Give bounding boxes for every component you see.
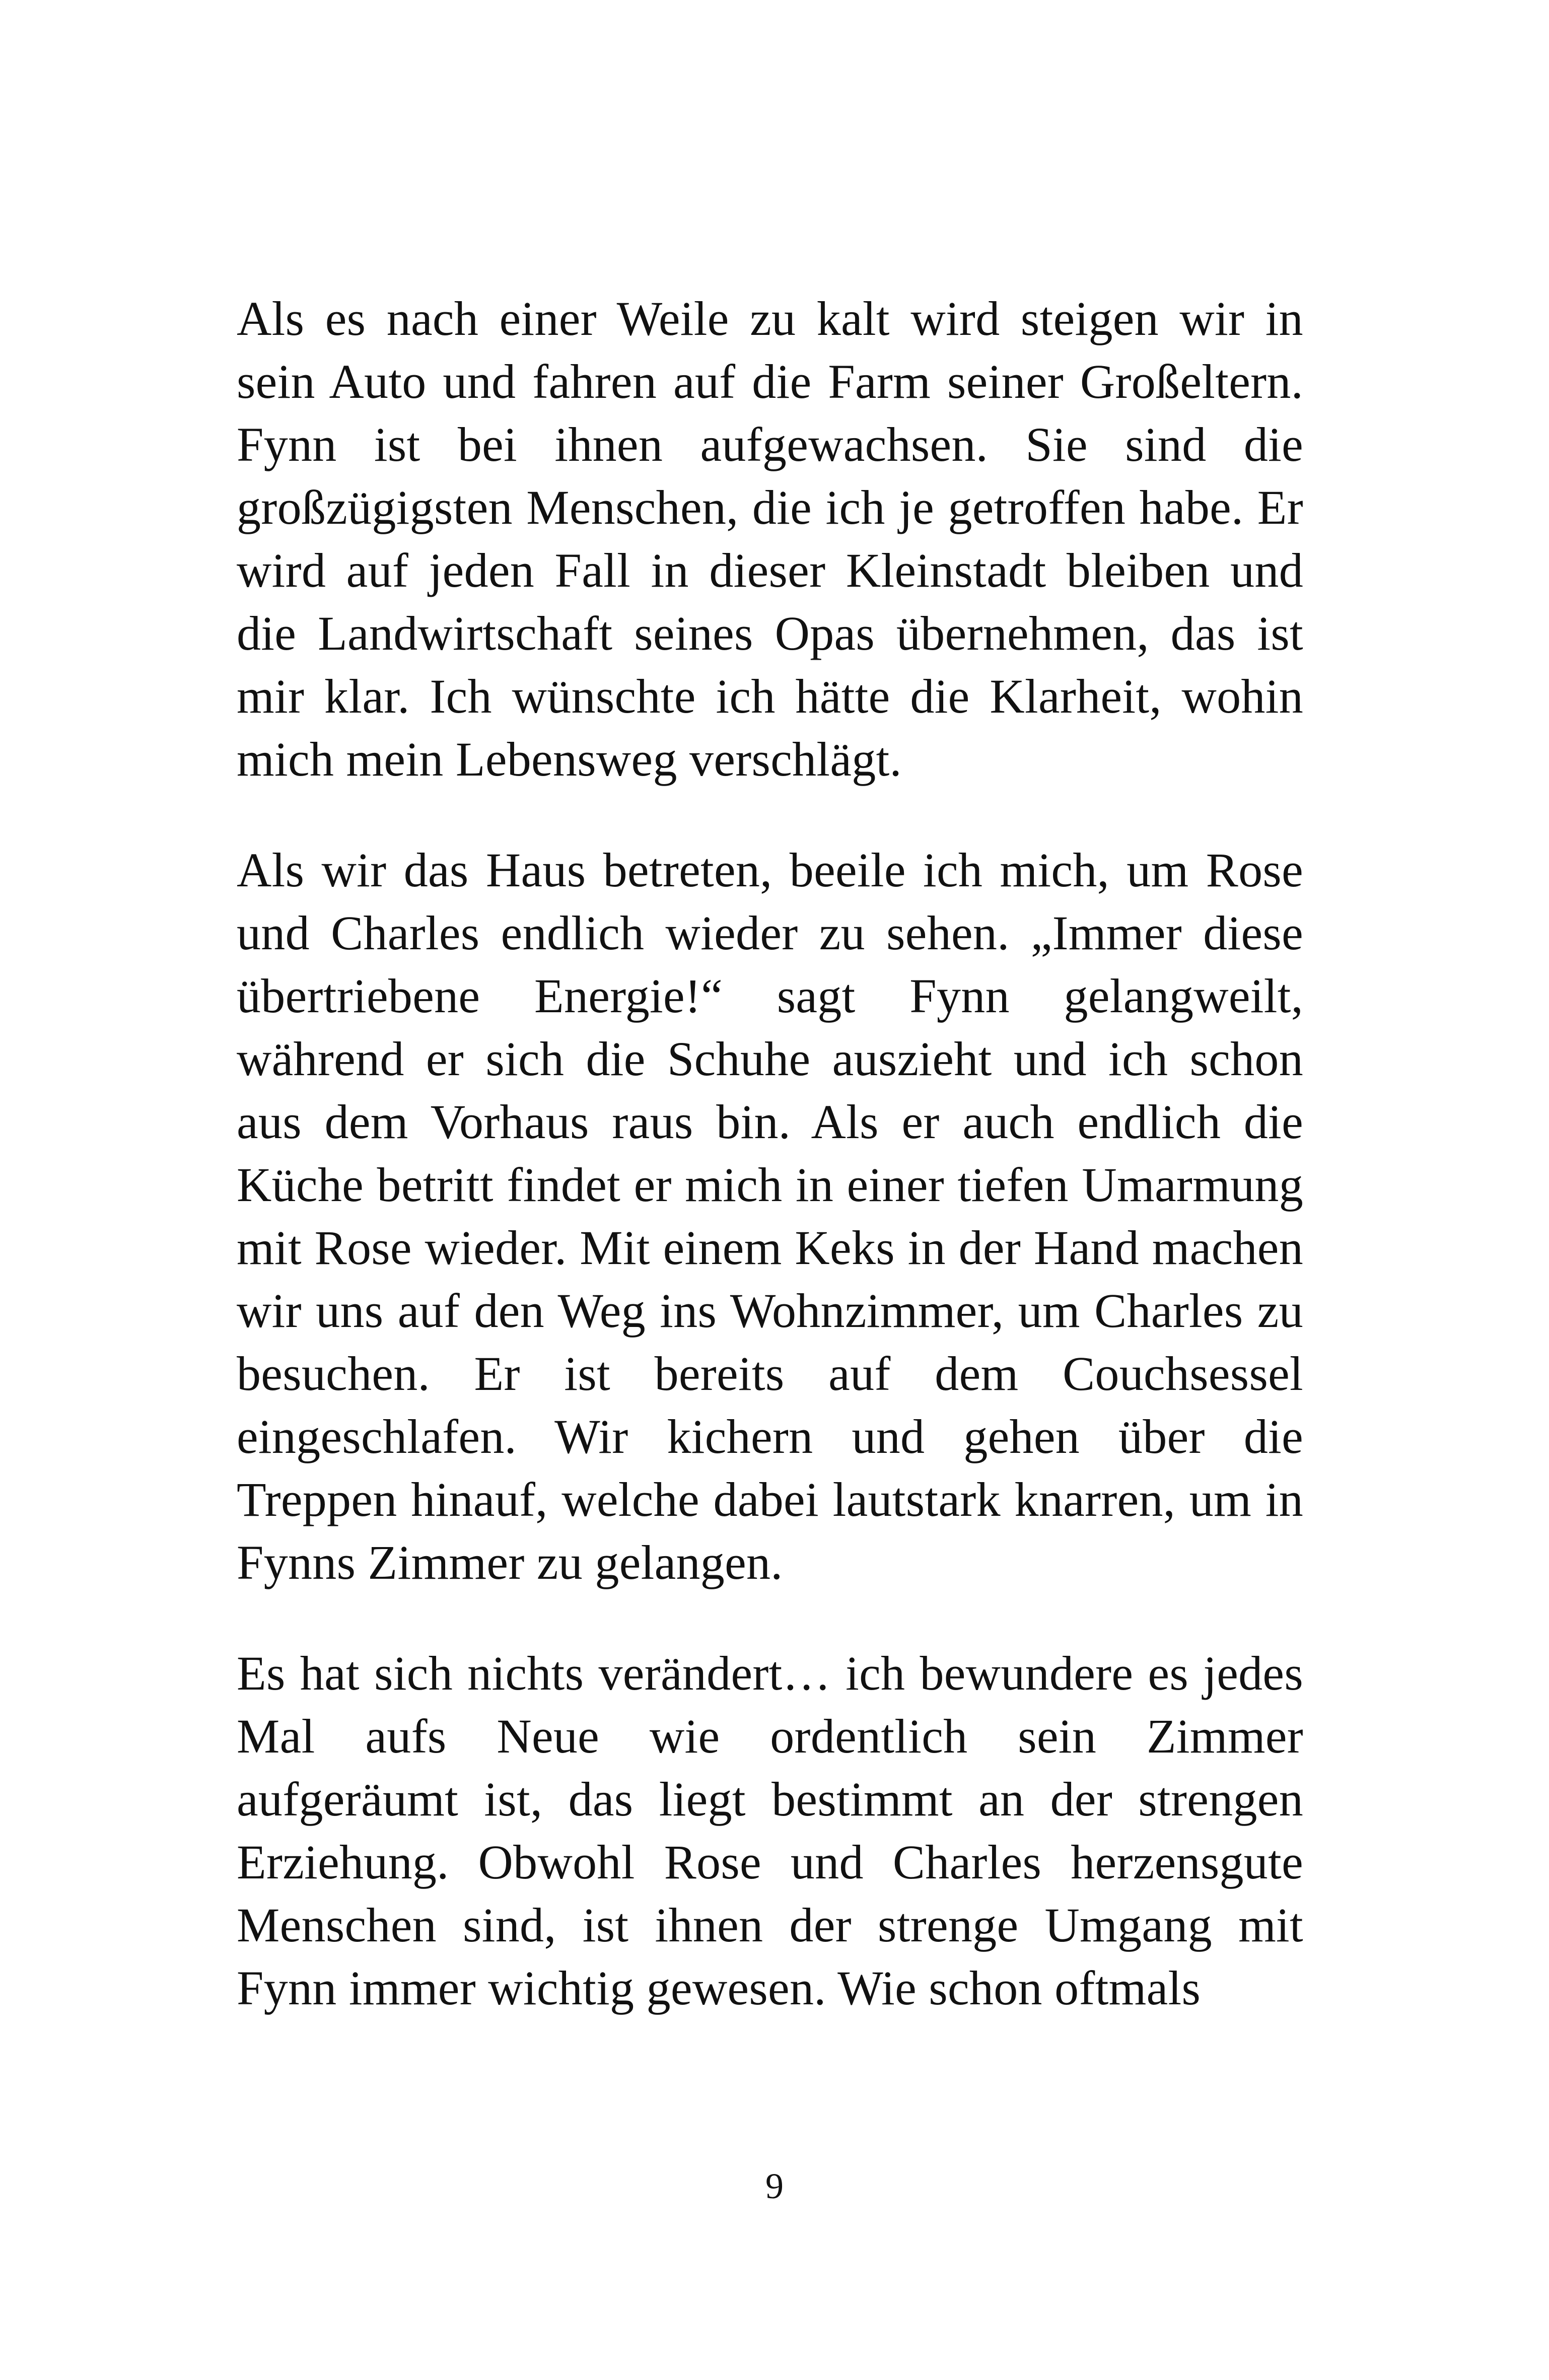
body-text	[237, 287, 1303, 2019]
paragraph-3: Es hat sich nichts verändert… ich bewundere es jedes Mal aufs Neue wie ordentlich sein Zimmer aufgeräumt ist, das liegt bestimmt an der strengen Erziehung. Obwohl Rose und Charles herzensgute Menschen sind, ist ihnen der strenge Umgang mit Fynn immer wichtig gewesen. Wie schon oftmals	[237, 1646, 1303, 2015]
paragraph-2: Als wir das Haus betreten, beeile ich mich, um Rose und Charles endlich wieder zu sehen. „Immer diese übertriebene Energie!“ sagt Fynn gelangweilt, während er sich die Schuhe auszieht und ich schon aus dem Vorhaus raus bin. Als er auch endlich die Küche betritt findet er mich in einer tiefen Umarmung mit Rose wieder. Mit einem Keks in der Hand machen wir uns auf den Weg ins Wohnzimmer, um Charles zu besuchen. Er ist bereits auf dem Couchsessel eingeschlafen. Wir kichern und gehen über die Treppen hinauf, welche dabei lautstark knarren, um in Fynns Zimmer zu gelangen.	[237, 843, 1303, 1589]
paragraph-1: Als es nach einer Weile zu kalt wird steigen wir in sein Auto und fahren auf die Farm seiner Großeltern. Fynn ist bei ihnen aufgewachsen. Sie sind die großzügigsten Menschen, die ich je getroffen habe. Er wird auf jeden Fall in dieser Kleinstadt bleiben und die Landwirtschaft seines Opas übernehmen, das ist mir klar. Ich wünschte ich hätte die Klarheit, wohin mich mein Lebensweg verschlägt.	[237, 292, 1303, 786]
page-number: 9	[765, 2166, 784, 2206]
